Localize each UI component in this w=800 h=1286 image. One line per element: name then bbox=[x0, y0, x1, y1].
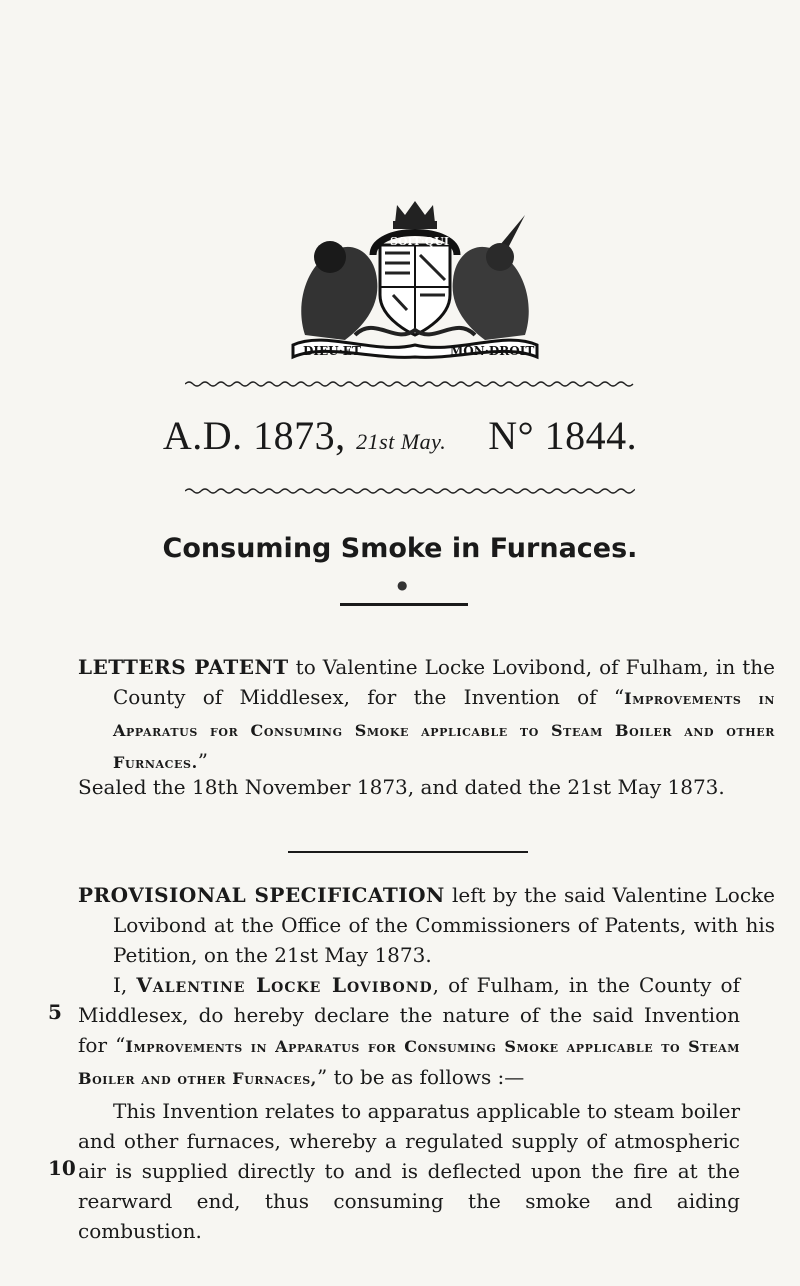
sealed-line: Sealed the 18th November 1873, and dated the 21st May 1873. bbox=[78, 775, 725, 799]
provisional-lead: PROVISIONAL SPECIFICATION bbox=[78, 883, 445, 907]
provisional-paragraph bbox=[78, 880, 775, 970]
line-number-5: 5 bbox=[48, 1000, 62, 1024]
wavy-rule-bottom bbox=[185, 487, 635, 495]
declaration-text: , of Fulham, in the County of Middlesex, do hereby declare the nature of the said Invention for “ bbox=[78, 973, 740, 1057]
letters-patent-paragraph bbox=[78, 652, 775, 778]
title-rule bbox=[340, 603, 468, 606]
motto-left: DIEU·ET bbox=[303, 344, 361, 358]
garter-motto: SOIT·QUI bbox=[390, 235, 450, 248]
declaration-invention: Improvements in Apparatus for Consuming Smoke applicable to Steam Boiler and other Furnaces, bbox=[78, 1037, 740, 1088]
patent-title: Consuming Smoke in Furnaces. bbox=[162, 533, 638, 564]
inventor-name: Valentine Locke Lovibond bbox=[136, 973, 433, 997]
patent-header bbox=[0, 412, 800, 459]
section-rule bbox=[288, 851, 528, 853]
declaration-paragraph bbox=[78, 970, 740, 1094]
ornament-dot: ● bbox=[397, 578, 408, 592]
line-number-10: 10 bbox=[48, 1156, 76, 1180]
patent-date: 21st May. bbox=[356, 429, 447, 454]
patent-number: N° 1844. bbox=[488, 413, 638, 458]
wavy-rule-top bbox=[185, 380, 635, 388]
patent-year: A.D. 1873, bbox=[162, 413, 346, 458]
body-paragraph: This Invention relates to apparatus applicable to steam boiler and other furnaces, whereby a regulated supply of atmospheric air is supplied directly to and is deflected upon the fire at the rearward end, thus consuming the smoke and aiding combustion. bbox=[78, 1099, 740, 1243]
declaration-i: I, bbox=[113, 973, 137, 997]
royal-coat-of-arms-emblem bbox=[285, 195, 545, 360]
letters-patent-lead: LETTERS PATENT bbox=[78, 655, 289, 679]
declaration-close: ” to be as follows :— bbox=[316, 1065, 525, 1089]
motto-right: MON·DROIT bbox=[450, 344, 535, 358]
letters-patent-close: ” bbox=[197, 749, 208, 773]
provisional-text: left by the said Valentine Locke Lovibond at the Office of the Commissioners of Patents, with his Petition, on the 21st May 1873. bbox=[113, 883, 775, 967]
invention-title: Improvements in Apparatus for Consuming Smoke applicable to Steam Boiler and other Furnaces. bbox=[113, 689, 775, 772]
letters-patent-text: to Valentine Locke Lovibond, of Fulham, in the County of Middlesex, for the Invention of “ bbox=[113, 655, 775, 709]
